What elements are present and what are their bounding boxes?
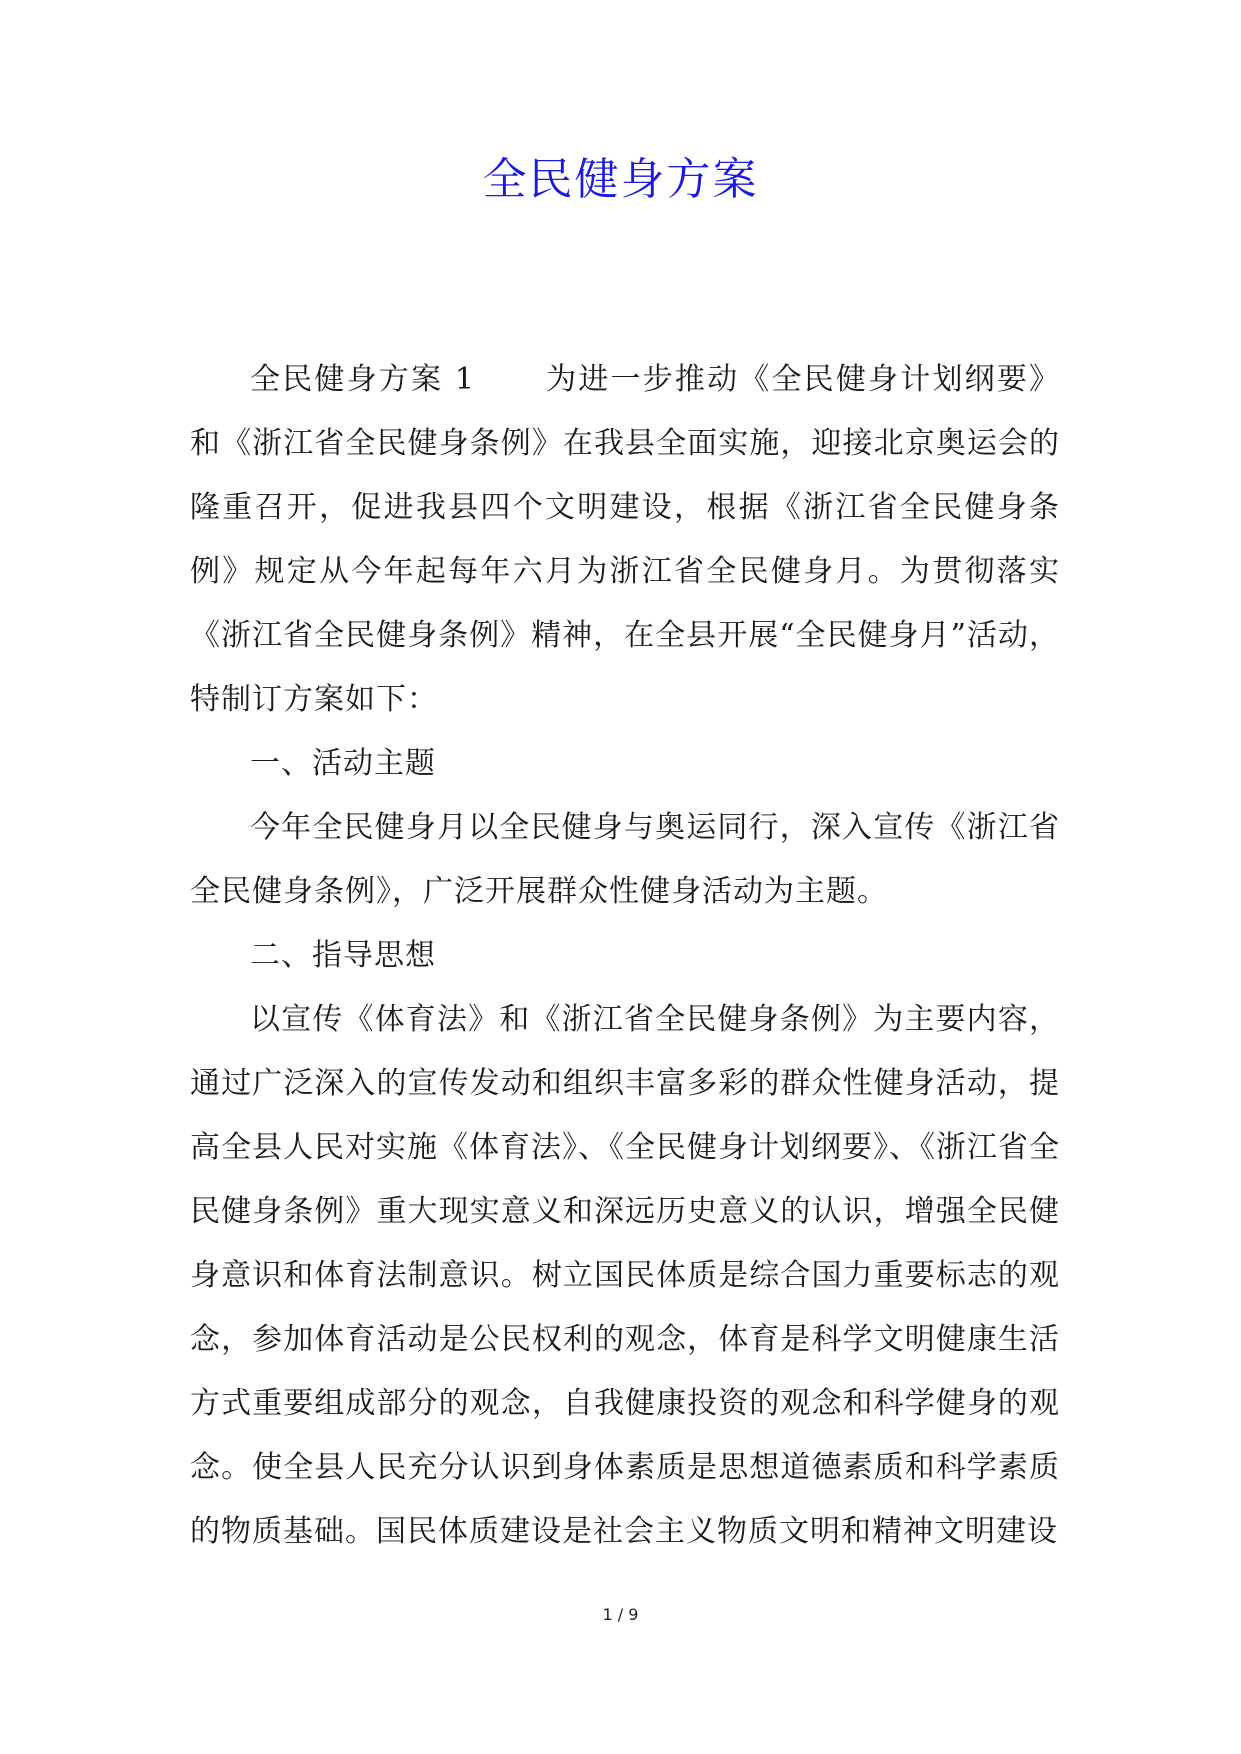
paragraph-intro: [190, 348, 1060, 732]
document-title: 全民健身方案: [482, 154, 759, 205]
document-body: [190, 348, 1060, 1564]
paragraph-theme: 今年全民健身月以全民健身与奥运同行，深入宣传《浙江省全民健身条例》，广泛开展群众性健身活动为主题。: [190, 810, 1060, 909]
section-heading-theme: 一、活动主题: [250, 746, 436, 781]
intro-label: 全民健身方案 1: [250, 362, 475, 397]
paragraph-guiding: 以宣传《体育法》和《浙江省全民健身条例》为主要内容，通过广泛深入的宣传发动和组织丰富多彩的群众性健身活动，提高全县人民对实施《体育法》、《全民健身计划纲要》、《浙江省全民健身条例》重大现实意义和深远历史意义的认识，增强全民健身意识和体育法制意识。树立国民体质是综合国力重要标志的观念，参加体育活动是公民权利的观念，体育是科学文明健康生活方式重要组成部分的观念，自我健康投资的观念和科学健身的观念。使全县人民充分认识到身体素质是思想道德素质和科学素质的物质基础。国民体质建设是社会主义物质文明和精神文明建设: [190, 1002, 1060, 1549]
section-heading-guiding: 二、指导思想: [250, 938, 436, 973]
intro-text: 为进一步推动《全民健身计划纲要》和《浙江省全民健身条例》在我县全面实施，迎接北京奥运会的隆重召开，促进我县四个文明建设，根据《浙江省全民健身条例》规定从今年起每年六月为浙江省全民健身月。为贯彻落实《浙江省全民健身条例》精神，在全县开展“全民健身月”活动，特制订方案如下：: [190, 362, 1061, 717]
page-number: 1 / 9: [602, 1605, 639, 1624]
